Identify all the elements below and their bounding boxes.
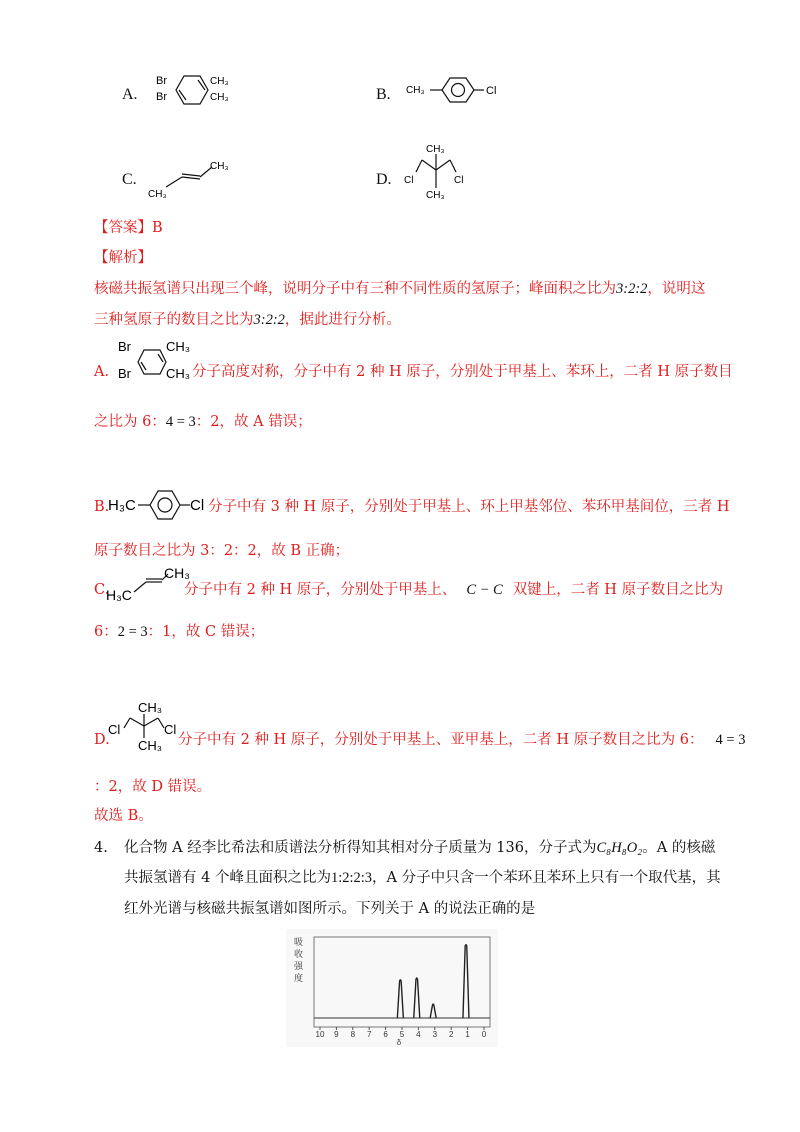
svg-text:CH₃: CH₃ (210, 92, 229, 103)
nmr-chart-svg (286, 929, 498, 1047)
q4-number: 4. (94, 840, 108, 856)
b-analysis-line-2: 原子数目之比为 3：2：2，故 B 正确； (94, 543, 350, 559)
svg-text:Br: Br (118, 339, 131, 354)
nmr-x-tick-label: 7 (366, 1030, 372, 1039)
svg-text:CH₃: CH₃ (166, 366, 191, 381)
nmr-y-label-char: 度 (294, 973, 304, 983)
nmr-x-tick-label: 2 (448, 1030, 454, 1039)
option-b-letter: B. (376, 86, 391, 103)
svg-text:CH₃: CH₃ (166, 339, 191, 354)
intro-line-1: 核磁共振氢谱只出现三个峰，说明分子中有三种不同性质的氢原子；峰面积之比为3:2:2，说明这 (94, 281, 706, 297)
b-analysis-structure (108, 484, 208, 528)
nmr-x-tick-label: 4 (416, 1030, 421, 1039)
svg-text:Cl: Cl (108, 722, 121, 737)
svg-text:CH₃: CH₃ (210, 161, 229, 172)
c-analysis-line-1: 分子中有 2 种 H 原子，分别处于甲基上、 C − C 双键上，二者 H 原子数目之比为 (184, 582, 724, 598)
svg-text:Br: Br (156, 75, 167, 87)
analysis-heading: 【解析】 (94, 250, 152, 266)
svg-text:Cl: Cl (486, 85, 497, 97)
option-a-structure (148, 70, 248, 112)
nmr-y-label-char: 强 (294, 961, 304, 971)
svg-text:Cl: Cl (164, 722, 177, 737)
q4-line-1: 化合物 A 经李比希法和质谱法分析得知其相对分子质量为 136，分子式为C₈H₈O₂。A 的核磁 (124, 840, 716, 856)
a-analysis-label: A. (94, 364, 110, 380)
nmr-x-tick-label: 0 (481, 1030, 487, 1039)
d-analysis-line-2: ：2，故 D 错误。 (94, 779, 212, 795)
option-d-structure (398, 140, 478, 202)
q4-line-2: 共振氢谱有 4 个峰且面积之比为1:2:2:3，A 分子中只含一个苯环且苯环上只有一个取代基，其 (124, 870, 721, 886)
option-d-letter: D. (376, 171, 392, 188)
svg-text:CH₃: CH₃ (138, 738, 163, 752)
c-analysis-structure (106, 562, 192, 604)
svg-text:CH₃: CH₃ (426, 144, 445, 155)
option-b-structure (402, 72, 512, 112)
nmr-x-tick-label: 1 (465, 1030, 470, 1039)
conclusion: 故选 B。 (94, 808, 153, 824)
svg-text:CH₃: CH₃ (406, 85, 425, 96)
nmr-x-tick-label: 10 (315, 1030, 325, 1039)
nmr-x-tick-label: 8 (350, 1030, 356, 1039)
c-analysis-label: C. (94, 582, 110, 598)
d-analysis-label: D. (94, 732, 110, 748)
nmr-x-tick-label: 9 (334, 1030, 339, 1039)
option-c-letter: C. (122, 171, 137, 188)
b-analysis-line-1: 分子中有 3 种 H 原子，分别处于甲基上、环上甲基邻位、苯环甲基间位，三者 H (208, 499, 730, 515)
nmr-x-tick-label: 5 (399, 1030, 405, 1039)
svg-text:Cl: Cl (190, 497, 205, 514)
nmr-y-label-char: 吸 (294, 937, 304, 947)
option-a-letter: A. (122, 86, 138, 103)
nmr-y-label-char: 收 (294, 949, 304, 959)
svg-text:CH₃: CH₃ (138, 700, 163, 715)
intro-line-2: 三种氢原子的数目之比为3:2:2，据此进行分析。 (94, 312, 401, 328)
svg-text:CH₃: CH₃ (210, 76, 229, 87)
option-c-structure (144, 155, 244, 200)
svg-text:Cl: Cl (454, 175, 464, 186)
nmr-x-tick-label: 3 (432, 1030, 438, 1039)
b-analysis-label: B. (94, 499, 110, 515)
answer-line: 【答案】B (94, 220, 163, 236)
nmr-x-tick-label: 6 (383, 1030, 388, 1039)
d-analysis-line-1: 分子中有 2 种 H 原子，分别处于甲基上、亚甲基上，二者 H 原子数目之比为 6： 4 = 3 (178, 732, 746, 748)
c-analysis-line-2: 6：2 = 3：1，故 C 错误； (94, 624, 265, 640)
svg-text:H₃C: H₃C (106, 587, 132, 603)
a-analysis-line-1: 分子高度对称，分子中有 2 种 H 原子，分别处于甲基上、苯环上，二者 H 原子数目 (192, 364, 733, 380)
svg-text:Cl: Cl (404, 175, 414, 186)
svg-text:Br: Br (118, 366, 131, 381)
a-analysis-line-2: 之比为 6：4 = 3：2，故 A 错误； (94, 414, 312, 430)
svg-text:CH₃: CH₃ (426, 190, 445, 201)
q4-line-3: 红外光谱与核磁共振氢谱如图所示。下列关于 A 的说法正确的是 (124, 901, 536, 917)
svg-text:Br: Br (156, 91, 167, 103)
d-analysis-structure (108, 700, 184, 752)
a-analysis-structure (104, 338, 194, 388)
nmr-chart (286, 929, 498, 1047)
svg-text:CH₃: CH₃ (164, 565, 190, 581)
svg-text:CH₃: CH₃ (148, 189, 167, 200)
nmr-x-axis-label: δ (396, 1038, 402, 1047)
svg-text:H₃C: H₃C (108, 497, 136, 514)
